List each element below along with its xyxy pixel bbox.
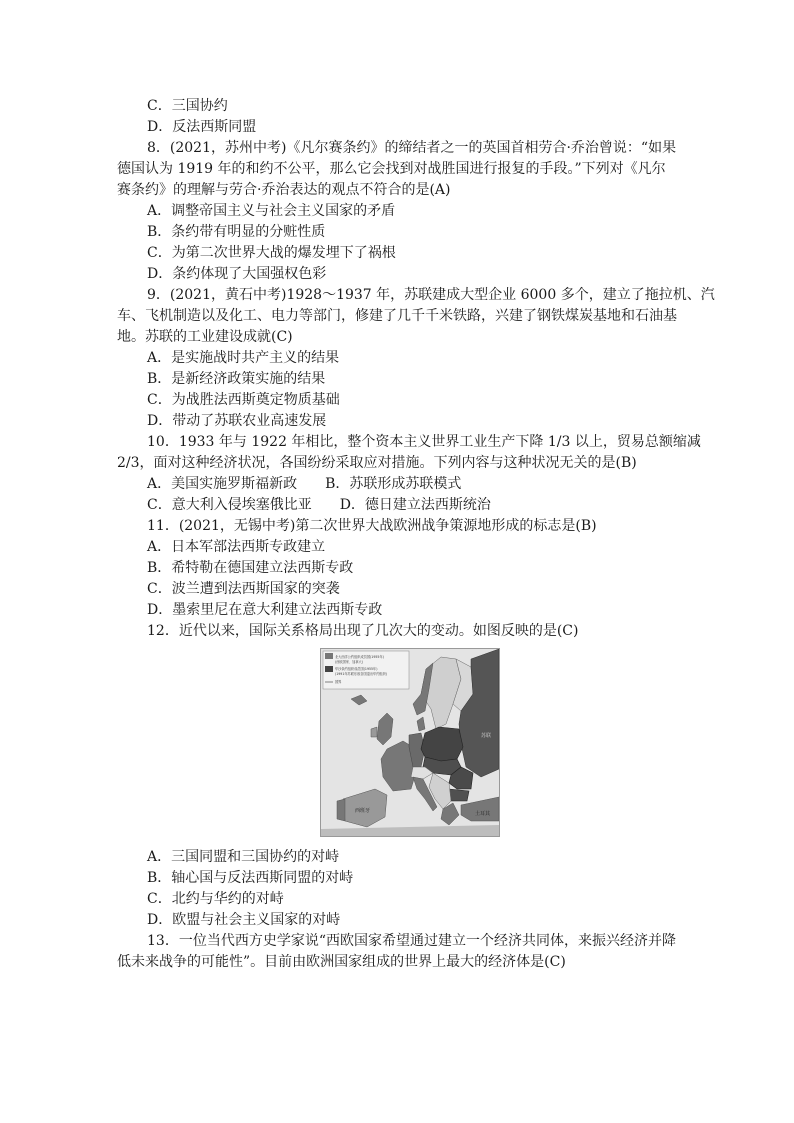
q9-stem-line3: 地。苏联的工业建设成就(C) <box>117 329 293 345</box>
q9-stem-line2: 车、飞机制造以及化工、电力等部门，修建了几千千米铁路，兴建了钢铁煤炭基地和石油基 <box>117 308 677 324</box>
q11-stem: 11．(2021，无锡中考)第二次世界大战欧洲战争策源地形成的标志是(B) <box>147 518 597 534</box>
q13-stem-line2: 低未来战争的可能性”。目前由欧洲国家组成的世界上最大的经济体是(C) <box>117 954 566 970</box>
q8-stem-line1: 8．(2021，苏州中考)《凡尔赛条约》的缔结者之一的英国首相劳合·乔治曾说：“如果 <box>147 140 677 156</box>
q10-options-cd: C．意大利入侵埃塞俄比亚 D．德日建立法西斯统治 <box>147 497 491 513</box>
q9-option-a: A．是实施战时共产主义的结果 <box>147 350 340 366</box>
q8-option-b: B．条约带有明显的分赃性质 <box>147 224 326 240</box>
legend-item-2: (西欧国家、加拿大) <box>335 660 363 664</box>
legend-item-3: 华沙条约组织成员国(1955年) <box>335 667 378 671</box>
q8-stem-line3: 赛条约》的理解与劳合·乔治表达的观点不符合的是(A) <box>117 182 451 198</box>
q9-option-d: D．带动了苏联农业高速发展 <box>147 413 327 429</box>
legend-item-5: 国界 <box>335 680 342 684</box>
q12-option-c: C．北约与华约的对峙 <box>147 891 284 907</box>
label-spain: 西班牙 <box>355 808 371 814</box>
q13-stem-line1: 13．一位当代西方史学家说“西欧国家希望通过建立一个经济共同体，来振兴经济并降 <box>147 933 676 949</box>
q7-option-d: D．反法西斯同盟 <box>147 119 257 135</box>
q11-option-c: C．波兰遭到法西斯国家的突袭 <box>147 581 340 597</box>
q8-option-a: A．调整帝国主义与社会主义国家的矛盾 <box>147 203 396 219</box>
label-turkey: 土耳其 <box>475 811 491 817</box>
q12-option-a: A．三国同盟和三国协约的对峙 <box>147 849 340 865</box>
q8-option-d: D．条约体现了大国强权色彩 <box>147 266 327 282</box>
q9-stem-line1: 9．(2021，黄石中考)1928～1937 年，苏联建成大型企业 6000 多个，建立了拖拉机、汽 <box>147 287 715 303</box>
q8-stem-line2: 德国认为 1919 年的和约不公平，那么它会找到对战胜国进行报复的手段。”下列对《凡尔 <box>117 161 666 177</box>
q9-option-c: C．为战胜法西斯奠定物质基础 <box>147 392 340 408</box>
q11-option-d: D．墨索里尼在意大利建立法西斯专政 <box>147 602 383 618</box>
q12-stem: 12．近代以来，国际关系格局出现了几次大的变动。如图反映的是(C) <box>147 623 579 639</box>
europe-cold-war-map <box>320 648 500 837</box>
q9-option-b: B．是新经济政策实施的结果 <box>147 371 326 387</box>
legend-item-1: 北大西洋公约组织成员国(1955年) <box>335 655 384 659</box>
q12-option-b: B．轴心国与反法西斯同盟的对峙 <box>147 870 354 886</box>
legend-item-4: (1991年苏联东欧各国退出华约组织) <box>335 672 388 676</box>
q10-stem-line1: 10．1933 年与 1922 年相比，整个资本主义世界工业生产下降 1/3 以上，贸易总额缩减 <box>147 434 701 450</box>
q12-option-d: D．欧盟与社会主义国家的对峙 <box>147 912 341 928</box>
q8-option-c: C．为第二次世界大战的爆发埋下了祸根 <box>147 245 396 261</box>
q10-options-ab: A．美国实施罗斯福新政 B．苏联形成苏联模式 <box>147 476 462 492</box>
q10-stem-line2: 2/3，面对这种经济状况，各国纷纷采取应对措施。下列内容与这种状况无关的是(B) <box>117 455 637 471</box>
q7-option-c: C．三国协约 <box>147 98 228 114</box>
q11-option-a: A．日本军部法西斯专政建立 <box>147 539 326 555</box>
label-ussr: 苏联 <box>481 733 492 739</box>
q11-option-b: B．希特勒在德国建立法西斯专政 <box>147 560 354 576</box>
